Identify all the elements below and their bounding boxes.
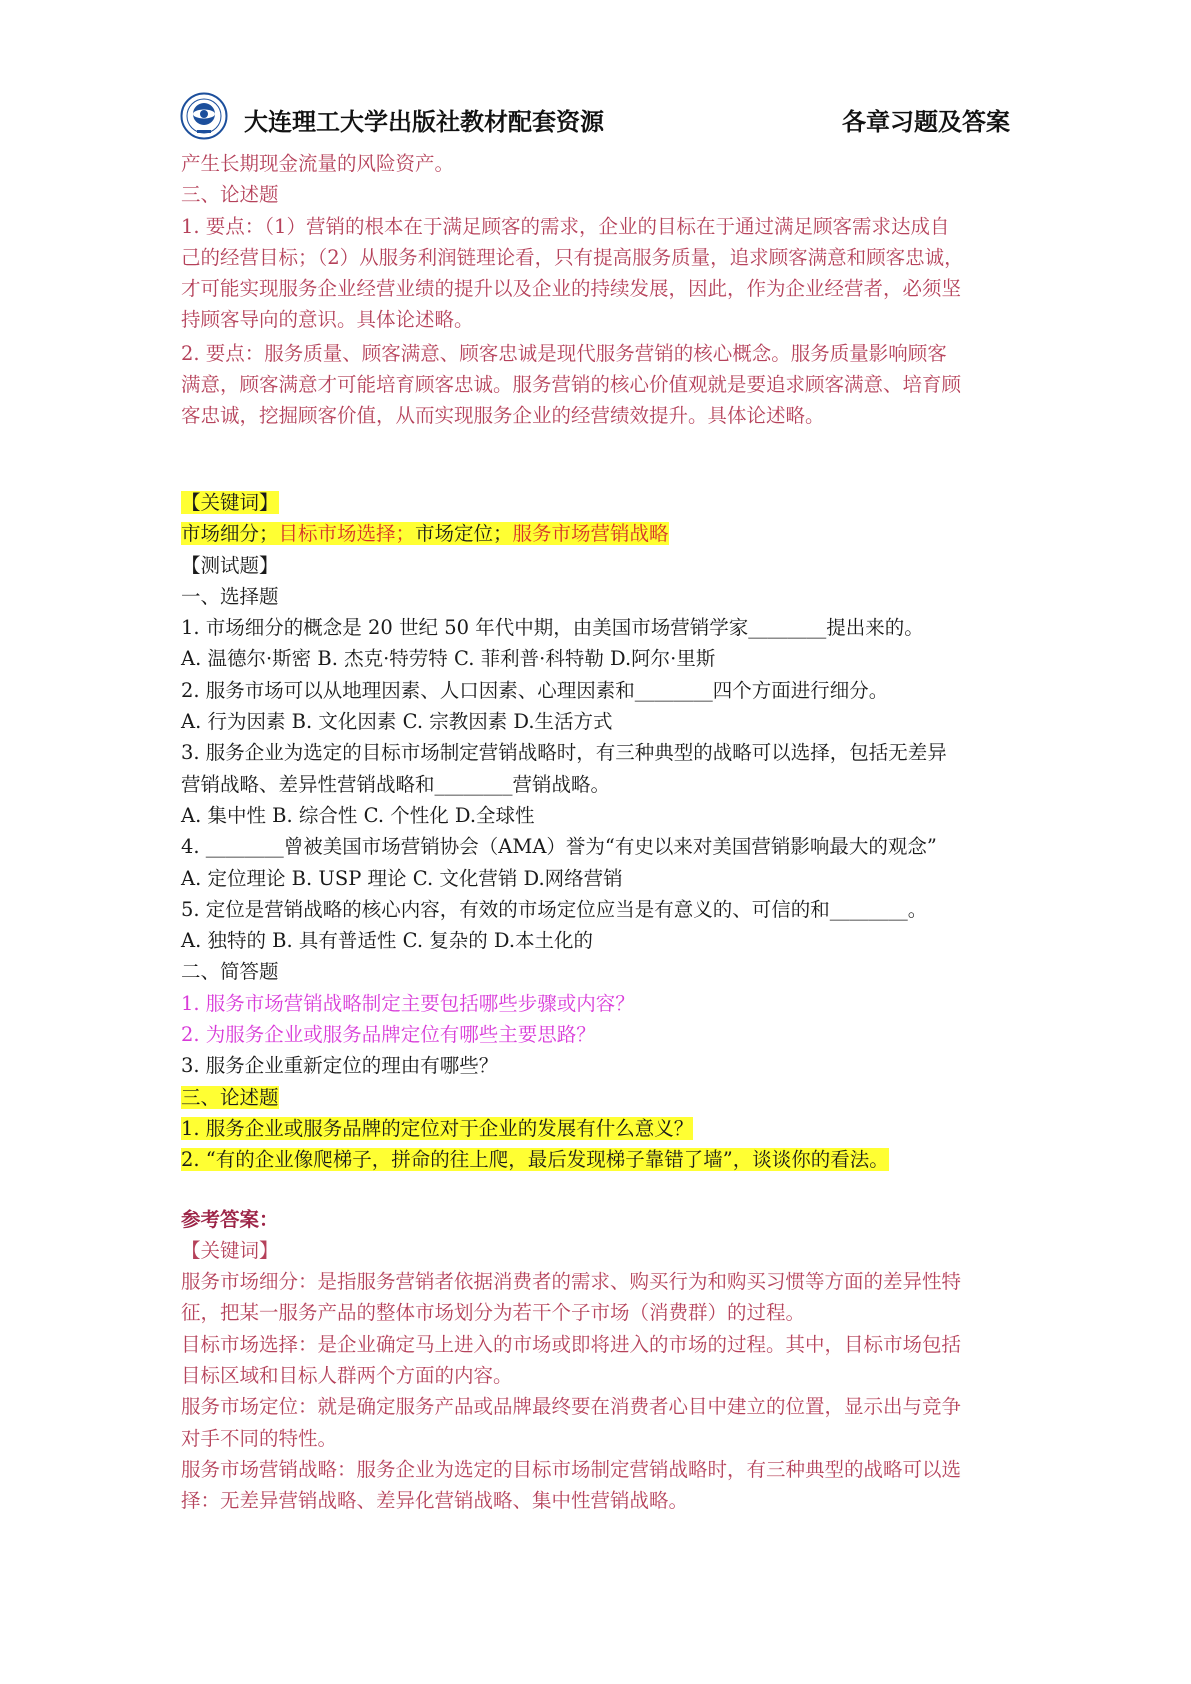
- question-4-options: A. 定位理论 B. USP 理论 C. 文化营销 D.网络营销: [181, 866, 623, 890]
- answers-keywords-heading: 【关键词】: [181, 1238, 279, 1262]
- essay-question-2: 2. “有的企业像爬梯子，拼命的往上爬，最后发现梯子靠错了墙”，谈谈你的看法。: [181, 1148, 889, 1172]
- page-header: [180, 88, 1020, 146]
- answer-strategy-line: 择：无差异营销战略、差异化营销战略、集中性营销战略。: [181, 1489, 689, 1513]
- keyword-marketing-strategy: 服务市场营销战略: [512, 522, 669, 546]
- keywords-heading: 【关键词】: [181, 490, 279, 514]
- section-heading-essay: 三、论述题: [181, 183, 279, 207]
- publisher-title: 大连理工大学出版社教材配套资源: [244, 108, 604, 136]
- short-question-3: 3. 服务企业重新定位的理由有哪些？: [181, 1054, 499, 1078]
- essay-answer-2-line: 2. 要点：服务质量、顾客满意、顾客忠诚是现代服务营销的核心概念。服务质量影响顾客: [181, 341, 947, 365]
- answer-strategy-line: 服务市场营销战略：服务企业为选定的目标市场制定营销战略时，有三种典型的战略可以选: [181, 1457, 962, 1481]
- section-heading-choice: 一、选择题: [181, 584, 279, 608]
- keyword-target-market: 目标市场选择；: [278, 522, 416, 546]
- document-section-title: 各章习题及答案: [842, 108, 1010, 136]
- section-heading-short: 二、简答题: [181, 960, 279, 984]
- question-2-options: A. 行为因素 B. 文化因素 C. 宗教因素 D.生活方式: [181, 710, 613, 734]
- answer-positioning-line: 对手不同的特性。: [181, 1426, 338, 1450]
- test-heading: 【测试题】: [181, 553, 279, 577]
- answer-continuation: 产生长期现金流量的风险资产。: [181, 152, 455, 175]
- essay-answer-1-line: 1. 要点：（1）营销的根本在于满足顾客的需求，企业的目标在于通过满足顾客需求达成自: [181, 214, 950, 238]
- keyword-market-segmentation: 市场细分；: [181, 522, 279, 546]
- section-heading-essay-test: 三、论述题: [181, 1085, 279, 1109]
- answer-target-market-line: 目标区域和目标人群两个方面的内容。: [181, 1363, 513, 1387]
- essay-answer-2-line: 满意，顾客满意才可能培育顾客忠诚。服务营销的核心价值观就是要追求顾客满意、培育顾: [181, 373, 962, 397]
- question-5: 5. 定位是营销战略的核心内容，有效的市场定位应当是有意义的、可信的和________。: [181, 897, 928, 921]
- essay-answer-2-line: 客忠诚，挖掘顾客价值，从而实现服务企业的经营绩效提升。具体论述略。: [181, 404, 825, 428]
- question-2: 2. 服务市场可以从地理因素、人口因素、心理因素和________四个方面进行细分。: [181, 678, 889, 702]
- answer-segmentation-line: 征，把某一服务产品的整体市场划分为若干个子市场（消费群）的过程。: [181, 1301, 806, 1325]
- essay-answer-1-line: 持顾客导向的意识。具体论述略。: [181, 308, 474, 332]
- essay-question-1: 1. 服务企业或服务品牌的定位对于企业的发展有什么意义？: [181, 1116, 694, 1140]
- question-3-cont: 营销战略、差异性营销战略和________营销战略。: [181, 772, 611, 796]
- question-1-options: A. 温德尔·斯密 B. 杰克·特劳特 C. 菲利普·科特勒 D.阿尔·里斯: [181, 647, 716, 671]
- answer-positioning-line: 服务市场定位：就是确定服务产品或品牌最终要在消费者心目中建立的位置，显示出与竞争: [181, 1395, 962, 1419]
- essay-answer-1-line: 己的经营目标；（2）从服务利润链理论看，只有提高服务质量，追求顾客满意和顾客忠诚，: [181, 245, 964, 269]
- answer-target-market-line: 目标市场选择：是企业确定马上进入的市场或即将进入的市场的过程。其中，目标市场包括: [181, 1332, 962, 1356]
- short-question-2: 2. 为服务企业或服务品牌定位有哪些主要思路？: [181, 1023, 596, 1047]
- reference-answers-heading: 参考答案：: [181, 1207, 279, 1231]
- answer-segmentation-line: 服务市场细分：是指服务营销者依据消费者的需求、购买行为和购买习惯等方面的差异性特: [181, 1270, 962, 1294]
- keyword-positioning: 市场定位；: [415, 522, 513, 546]
- question-4: 4. ________曾被美国市场营销协会（AMA）誉为“有史以来对美国营销影响最大的观念”: [181, 835, 937, 859]
- short-question-1: 1. 服务市场营销战略制定主要包括哪些步骤或内容？: [181, 991, 635, 1015]
- document-body: [181, 148, 1021, 1516]
- question-3-options: A. 集中性 B. 综合性 C. 个性化 D.全球性: [181, 803, 535, 827]
- question-3: 3. 服务企业为选定的目标市场制定营销战略时，有三种典型的战略可以选择，包括无差异: [181, 741, 947, 765]
- essay-answer-1-line: 才可能实现服务企业经营业绩的提升以及企业的持续发展，因此，作为企业经营者，必须坚: [181, 277, 962, 301]
- publisher-logo-icon: [180, 92, 228, 140]
- question-5-options: A. 独特的 B. 具有普适性 C. 复杂的 D.本土化的: [181, 929, 594, 953]
- question-1: 1. 市场细分的概念是 20 世纪 50 年代中期，由美国市场营销学家________提出来的。: [181, 616, 924, 640]
